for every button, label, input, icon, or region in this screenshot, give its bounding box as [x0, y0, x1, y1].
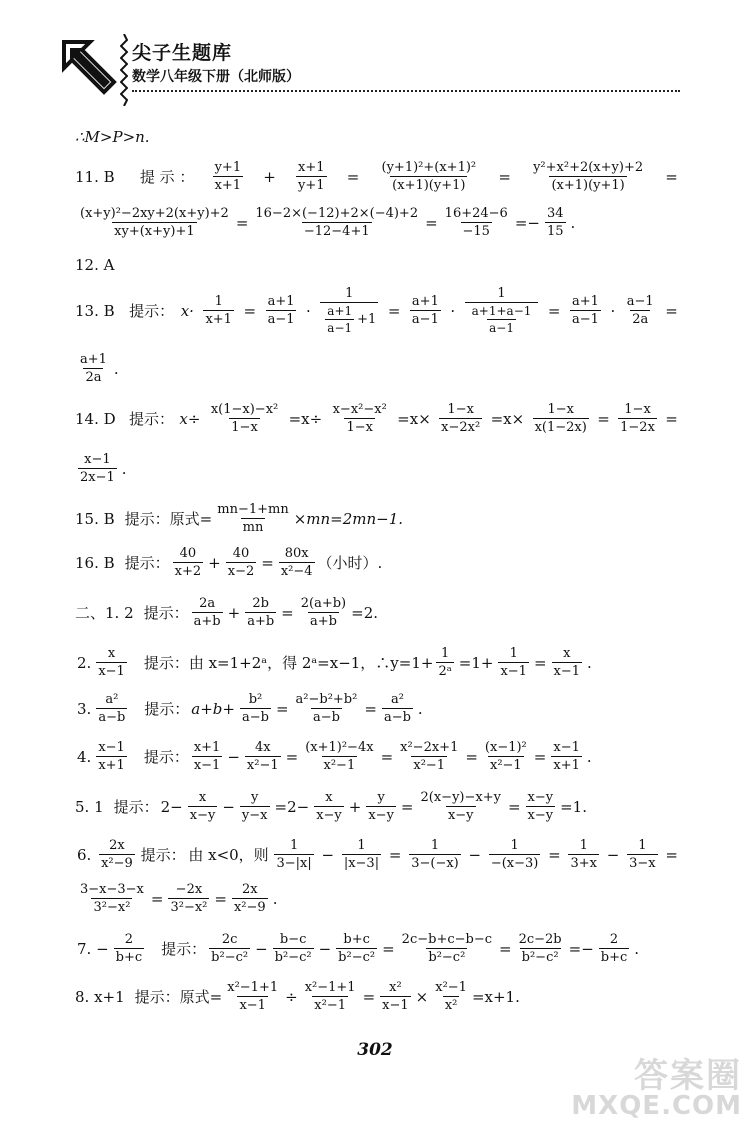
- section2-answer-4: 4. $\frac{x-1}{x+1}$ 提示： $\frac{x+1}{x-1}$ − $\frac{4x}{\text{x²−1}}$ = $\frac{\text{(x+1)²−4x}}{\text{x²−1}}$ = $\frac{\text{x²−2x+1}}{\text{x²−1}}$ = $\frac{\text{(x−1)²}}{\text{x²−1}}$ = $\frac{x-1}{x+1}$ .: [77, 740, 592, 773]
- arrow-logo-icon: [60, 38, 118, 100]
- answer-14-cont: $\frac{x-1}{2x-1}$ .: [80, 452, 127, 485]
- book-subtitle: 数学八年级下册（北师版）: [132, 69, 300, 85]
- answer-12: 12. A: [75, 256, 115, 274]
- answer-line-therefore: ∴M>P>n.: [75, 128, 150, 146]
- book-title: 尖子生题库: [132, 42, 233, 64]
- section2-answer-6-cont: $\frac{3-x-3-x}{\text{3²−x²}}$ = $\frac{-2x}{\text{3²−x²}}$ = $\frac{2x}{\text{x²−9}}$ .: [80, 882, 278, 915]
- page-number: 302: [357, 1040, 393, 1060]
- answer-13-cont: $\frac{a+1}{2a}$ .: [80, 352, 119, 385]
- section2-answer-1: 二、1. 2 提示： $\frac{2a}{a+b}$ + $\frac{2b}{a+b}$ = $\frac{2(a+b)}{a+b}$ =2.: [75, 596, 379, 629]
- page-header: [60, 28, 680, 108]
- answer-11: 11. B 提 示 ： $\frac{y+1}{x+1}$ + $\frac{x+1}{y+1}$ = $\frac{\text{(y+1)²+(x+1)²}}{(x+1)(y+1)}$ = $\frac{\text{y²+x²+2(x+y)+2}}{(x+1)(y+1)}$ =: [75, 160, 678, 193]
- section2-answer-2: 2. $\frac{x}{x-1}$ 提示： 由 x=1+2ᵃ，得 2ᵃ=x−1，∴y=1+ $\frac{1}{\text{2ᵃ}}$ =1+ $\frac{1}{x-1}$ = $\frac{x}{x-1}$ .: [77, 646, 592, 679]
- answer-14: 14. D 提示： x÷ $\frac{\text{x(1−x)−x²}}{1-x}$ =x÷ $\frac{\text{x−x²−x²}}{1-x}$ =x× $\frac{1-x}{\text{x−2x²}}$ =x× $\frac{1-x}{x(1-2x)}$ = $\frac{1-x}{1-2x}$ =: [75, 402, 678, 435]
- section2-answer-6: 6. $\frac{2x}{\text{x²−9}}$ 提示： 由 x<0，则 $\frac{1}{3-|x|}$ − $\frac{1}{|x-3|}$ = $\frac{1}{3-(-x)}$ − $\frac{1}{-(x-3)}$ = $\frac{1}{3+x}$ − $\frac{1}{3-x}$ =: [77, 838, 678, 871]
- answer-16: 16. B 提示： $\frac{40}{x+2}$ + $\frac{40}{x-2}$ = $\frac{80x}{\text{x²−4}}$ （小时）.: [75, 546, 383, 579]
- watermark-line2: MXQE.COM: [571, 1091, 742, 1121]
- answer-13: 13. B 提示： x· $\frac{1}{x+1}$ = $\frac{a+1}{a-1}$ · 1 $\frac{a+1}{a-1}$ +1 = $\frac{a+1}{a-1}$ · $\frac{1}{\frac{a+1+a-1}{a-1}}$ = $\frac{a+1}{a-1}$ · $\frac{a-1}{2a}$ =: [75, 286, 678, 335]
- section2-answer-3: 3. $\frac{\text{a²}}{a-b}$ 提示： a+b+ $\frac{\text{b²}}{a-b}$ = $\frac{\text{a²−b²+b²}}{a-b}$ = $\frac{\text{a²}}{a-b}$ .: [77, 692, 423, 725]
- watermark-line1: 答案圈: [634, 1056, 742, 1096]
- watermark: [571, 1056, 742, 1121]
- zigzag-divider-icon: [120, 34, 128, 106]
- section2-answer-8: 8. x+1 提示： 原式= $\frac{\text{x²−1+1}}{x-1}$ ÷ $\frac{\text{x²−1+1}}{\text{x²−1}}$ = $\frac{\text{x²}}{x-1}$ × $\frac{\text{x²−1}}{\text{x²}}$ =x+1.: [75, 980, 520, 1013]
- section2-answer-5: 5. 1 提示： 2− $\frac{x}{x-y}$ − $\frac{y}{y-x}$ =2− $\frac{x}{x-y}$ + $\frac{y}{x-y}$ = $\frac{2(x-y)-x+y}{x-y}$ = $\frac{x-y}{x-y}$ =1.: [75, 790, 587, 823]
- answer-11-cont: $\frac{\text{(x+y)²−2xy+2(x+y)+2}}{xy+(x+y)+1}$ = $\frac{16-2\times(-12)+2\times(-4)+2}{-12-4+1}$ = $\frac{16+24-6}{-15}$ =− $\frac{34}{15}$ .: [80, 206, 576, 239]
- section2-answer-7: 7. − $\frac{2}{b+c}$ 提示： $\frac{2c}{\text{b²−c²}}$ − $\frac{b-c}{\text{b²−c²}}$ − $\frac{b+c}{\text{b²−c²}}$ = $\frac{2c-b+c-b-c}{\text{b²−c²}}$ = $\frac{2c-2b}{\text{b²−c²}}$ =− $\frac{2}{b+c}$ .: [77, 932, 640, 965]
- header-dotted-rule: [132, 90, 680, 92]
- answer-15: 15. B 提示： 原式= $\frac{mn-1+mn}{mn}$ ×mn=2mn−1.: [75, 502, 404, 535]
